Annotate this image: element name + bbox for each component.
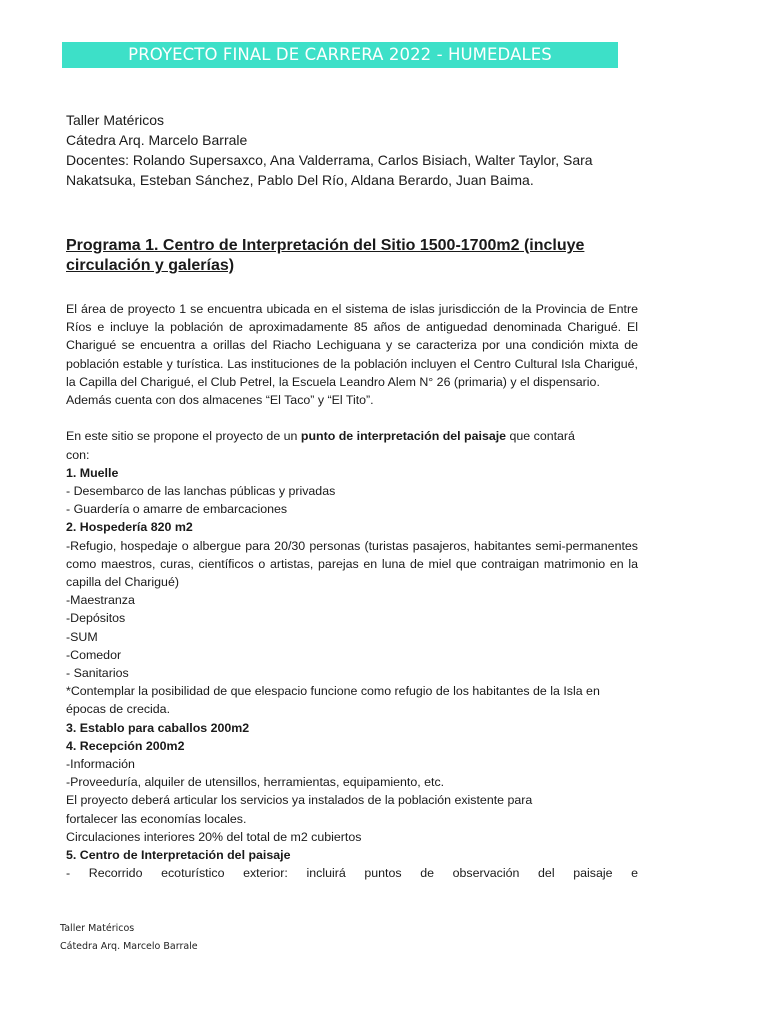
recepcion-text-1: El proyecto deberá articular los servicios ya instalados de la población existente para [66, 793, 533, 808]
list-item: -Maestranza [66, 593, 135, 608]
document-body [66, 300, 638, 882]
recepcion-text-2: fortalecer las economías locales. [66, 811, 247, 826]
footer-taller: Taller Matéricos [60, 923, 135, 934]
page-footer [60, 920, 198, 956]
footer-catedra: Cátedra Arq. Marcelo Barrale [60, 941, 198, 952]
document-header [66, 110, 638, 190]
intro-proposal: En este sitio se propone el proyecto de un punto de interpretación del paisaje que contará [66, 429, 575, 444]
list-item: - Recorrido ecoturístico exterior: incluirá puntos de observación del paisaje e [66, 866, 638, 881]
section-hospederia-title: 2. Hospedería 820 m2 [66, 520, 193, 535]
list-item: - Desembarco de las lanchas públicas y privadas [66, 484, 336, 499]
proposal-emphasis: punto de interpretación del paisaje [300, 429, 507, 444]
list-item: -Proveeduría, alquiler de utensillos, herramientas, equipamiento, etc. [66, 775, 445, 790]
list-item: -Información [66, 757, 135, 772]
intro-almacenes: Además cuenta con dos almacenes “El Taco” y “El Tito”. [66, 393, 374, 408]
section-recepcion-title: 4. Recepción 200m2 [66, 738, 185, 753]
recepcion-text-3: Circulaciones interiores 20% del total de m2 cubiertos [66, 829, 362, 844]
docentes-line-1: Docentes: Rolando Supersaxco, Ana Valderrama, Carlos Bisiach, Walter Taylor, Sara [66, 152, 593, 168]
programa-title-line-2: circulación y galerías) [66, 257, 235, 274]
intro-proposal-cont: con: [66, 447, 90, 462]
section-centro-title: 5. Centro de Interpretación del paisaje [66, 848, 291, 863]
list-item: - Guardería o amarre de embarcaciones [66, 502, 288, 517]
list-item: -Comedor [66, 647, 122, 662]
section-muelle-title: 1. Muelle [66, 465, 119, 480]
docentes-line-2: Nakatsuka, Esteban Sánchez, Pablo Del Río, Aldana Berardo, Juan Baima. [66, 172, 534, 188]
list-item: -SUM [66, 629, 98, 644]
hospederia-description: -Refugio, hospedaje o albergue para 20/30 personas (turistas pasajeros, habitantes semi-permanentes como maestros, curas, científicos o artistas, parejas en luna de miel que contraigan matrimonio en la capilla del Charigué) [66, 538, 638, 590]
programa-title [66, 236, 638, 276]
taller-name: Taller Matéricos [66, 112, 165, 128]
programa-title-line-1: Programa 1. Centro de Interpretación del Sitio 1500-1700m2 (incluye [66, 237, 585, 254]
list-item: - Sanitarios [66, 666, 129, 681]
document-title-banner: PROYECTO FINAL DE CARRERA 2022 - HUMEDALES [62, 42, 618, 68]
section-establo-title: 3. Establo para caballos 200m2 [66, 720, 250, 735]
catedra-name: Cátedra Arq. Marcelo Barrale [66, 132, 248, 148]
list-item: -Depósitos [66, 611, 126, 626]
hospederia-note: *Contemplar la posibilidad de que elespacio funcione como refugio de los habitantes de la Isla en épocas de crecida. [66, 684, 600, 717]
intro-paragraph: El área de proyecto 1 se encuentra ubicada en el sistema de islas jurisdicción de la Provincia de Entre Ríos e incluye la población de aproximadamente 85 años de antiguedad denominada Charigué. El Charigué se encuentra a orillas del Riacho Lechiguana y se caracteriza por una condición mixta de población estable y turística. Las instituciones de la población incluyen el Centro Cultural Isla Charigué, la Capilla del Charigué, el Club Petrel, la Escuela Leandro Alem N° 26 (primaria) y el dispensario. [66, 302, 638, 389]
